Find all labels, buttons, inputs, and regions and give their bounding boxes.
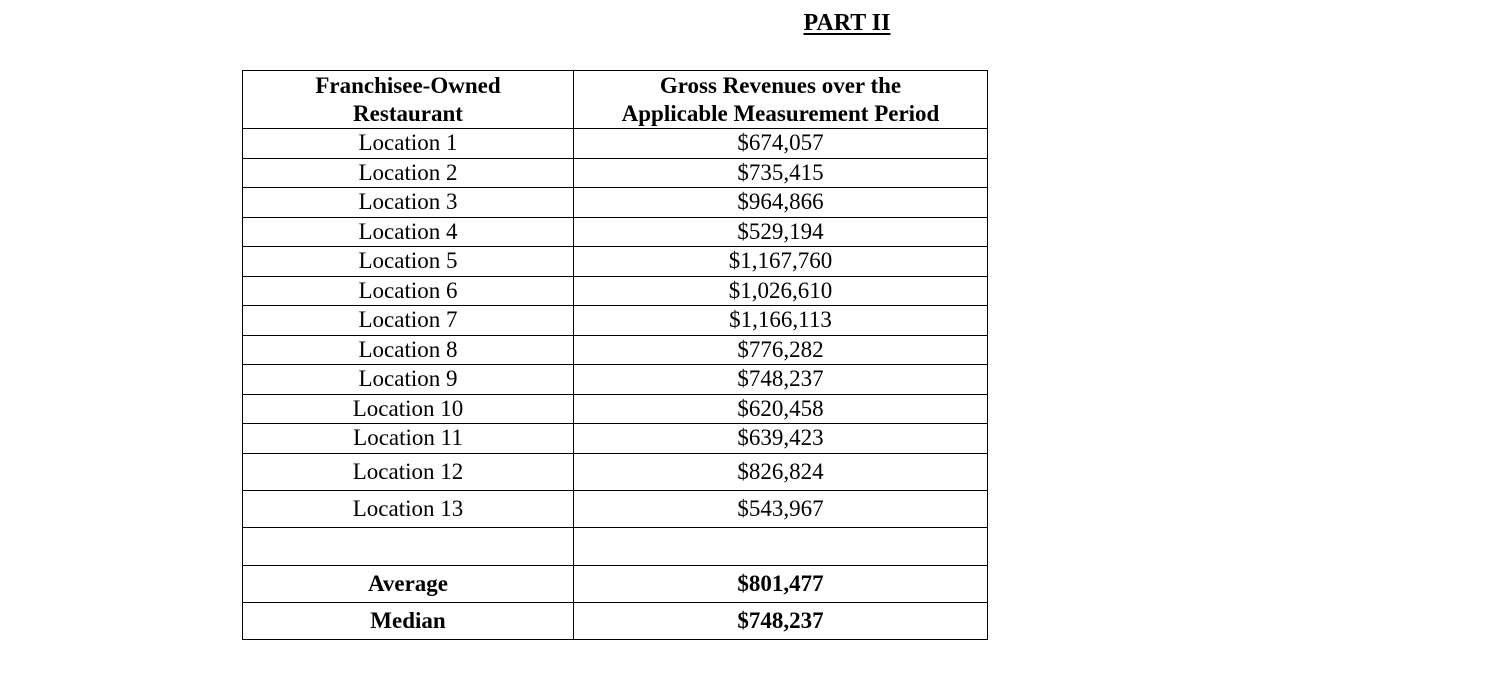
page-title: PART II <box>803 10 891 36</box>
location-cell: Location 5 <box>243 247 574 277</box>
revenue-cell: $674,057 <box>574 129 988 159</box>
header-gross-revenues <box>574 71 988 129</box>
header-restaurant-line-2: Restaurant <box>353 100 463 126</box>
table-row <box>243 306 988 336</box>
location-cell: Location 1 <box>243 129 574 159</box>
table-row <box>243 394 988 424</box>
average-value: $801,477 <box>574 565 988 602</box>
location-cell: Location 7 <box>243 306 574 336</box>
location-cell: Location 13 <box>243 490 574 527</box>
revenue-cell: $1,167,760 <box>574 247 988 277</box>
header-revenues-line-1: Gross Revenues over the <box>659 72 902 98</box>
average-row <box>243 565 988 602</box>
location-cell: Location 11 <box>243 424 574 454</box>
location-cell: Location 4 <box>243 217 574 247</box>
location-cell: Location 6 <box>243 276 574 306</box>
gross-revenues-table <box>242 70 988 640</box>
blank-cell <box>574 527 988 565</box>
location-cell: Location 9 <box>243 365 574 395</box>
header-revenues-line-2: Applicable Measurement Period <box>621 100 940 126</box>
header-restaurant-line-1: Franchisee-Owned <box>315 72 501 98</box>
median-value: $748,237 <box>574 602 988 639</box>
revenue-cell: $826,824 <box>574 453 988 490</box>
average-label: Average <box>243 565 574 602</box>
table-row <box>243 217 988 247</box>
table-row <box>243 276 988 306</box>
location-cell: Location 3 <box>243 188 574 218</box>
blank-row <box>243 527 988 565</box>
revenue-cell: $735,415 <box>574 158 988 188</box>
location-cell: Location 10 <box>243 394 574 424</box>
table-row <box>243 453 988 490</box>
median-label: Median <box>243 602 574 639</box>
table-row <box>243 424 988 454</box>
revenue-cell: $776,282 <box>574 335 988 365</box>
table-row <box>243 335 988 365</box>
table-row <box>243 365 988 395</box>
revenue-cell: $529,194 <box>574 217 988 247</box>
table-row <box>243 158 988 188</box>
revenue-cell: $964,866 <box>574 188 988 218</box>
revenue-cell: $620,458 <box>574 394 988 424</box>
median-row <box>243 602 988 639</box>
blank-cell <box>243 527 574 565</box>
revenue-cell: $748,237 <box>574 365 988 395</box>
revenue-cell: $543,967 <box>574 490 988 527</box>
revenue-cell: $1,026,610 <box>574 276 988 306</box>
revenue-cell: $1,166,113 <box>574 306 988 336</box>
location-cell: Location 2 <box>243 158 574 188</box>
table-header-row <box>243 71 988 129</box>
table-row <box>243 129 988 159</box>
table-row <box>243 490 988 527</box>
table-row <box>243 188 988 218</box>
location-cell: Location 12 <box>243 453 574 490</box>
location-cell: Location 8 <box>243 335 574 365</box>
table-row <box>243 247 988 277</box>
header-restaurant <box>243 71 574 129</box>
revenue-cell: $639,423 <box>574 424 988 454</box>
